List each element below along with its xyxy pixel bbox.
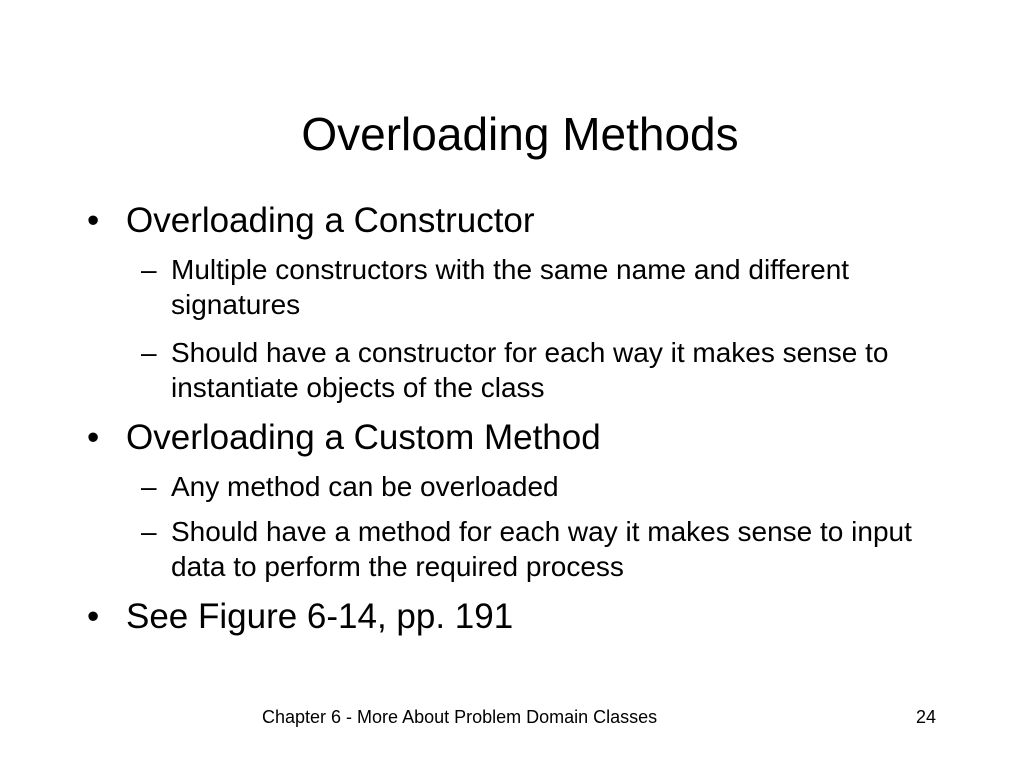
- slide-number: 24: [916, 707, 937, 727]
- sub-bullet-text: Should have a constructor for each way it makes sense to instantiate objects of the class: [171, 337, 889, 403]
- sub-bullet-marker: –: [141, 516, 157, 547]
- sub-bullet-text: Should have a method for each way it makes sense to input data to perform the required process: [171, 516, 912, 582]
- sub-bullet-marker: –: [141, 337, 157, 368]
- sub-bullet-text: Multiple constructors with the same name and different signatures: [171, 254, 850, 320]
- sub-bullet-marker: –: [141, 471, 157, 502]
- slide-title: Overloading Methods: [301, 108, 739, 160]
- slide-footer: Chapter 6 - More About Problem Domain Classes: [262, 707, 658, 727]
- bullet-marker: •: [87, 418, 100, 457]
- bullet-text: Overloading a Custom Method: [126, 418, 601, 457]
- bullet-marker: •: [87, 597, 100, 636]
- bullet-text: See Figure 6-14, pp. 191: [126, 597, 514, 636]
- sub-bullet-text: Any method can be overloaded: [171, 471, 559, 502]
- bullet-text: Overloading a Constructor: [126, 201, 535, 240]
- bullet-marker: •: [87, 201, 100, 240]
- sub-bullet-marker: –: [141, 254, 157, 285]
